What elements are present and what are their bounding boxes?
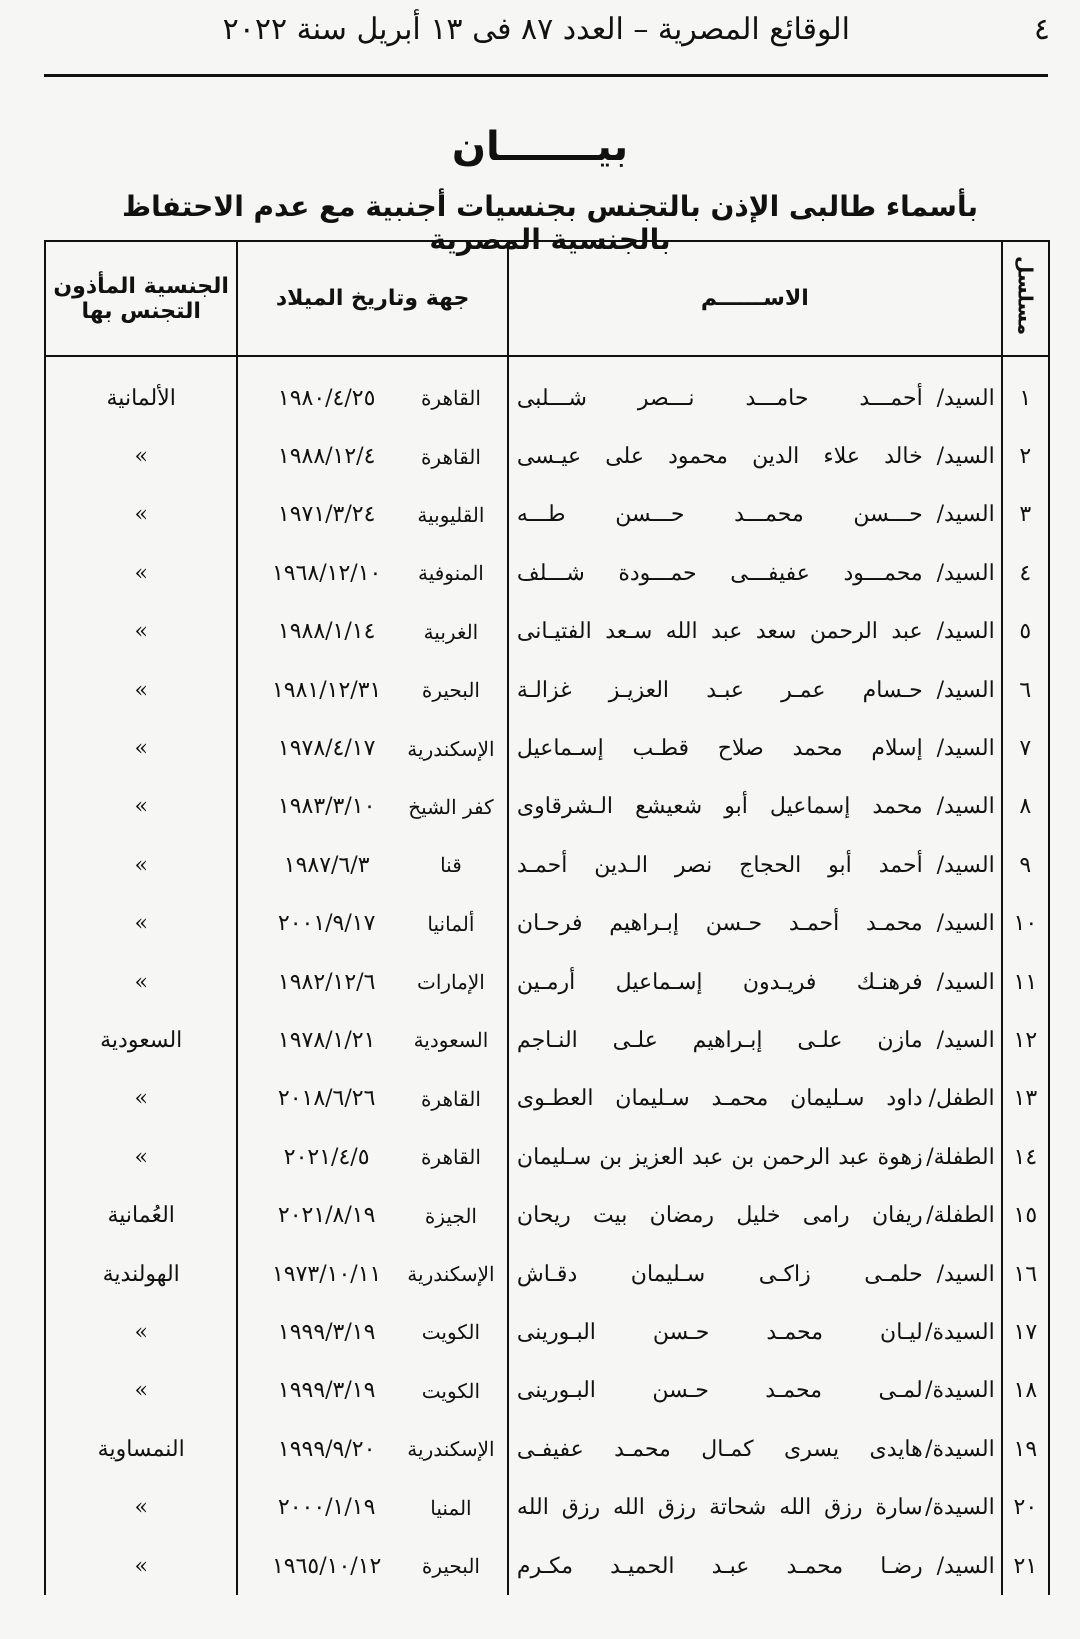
serial-cell: ٢٠ — [1002, 1478, 1049, 1536]
birth-cell — [237, 1070, 508, 1128]
person-name: محمد إسماعيل أبو شعيشع الـشرقاوى — [516, 794, 923, 820]
birth-place: الجيزة — [424, 1203, 477, 1228]
header-birth: جهة وتاريخ الميلاد — [237, 241, 508, 356]
birth-place: القاهرة — [420, 1145, 481, 1170]
name-cell — [508, 1186, 1002, 1244]
honorific: السيد/ — [936, 969, 995, 995]
honorific: السيدة/ — [925, 1319, 995, 1345]
person-name: لمـى محمـد حـسن البـورينى — [516, 1378, 923, 1404]
table-row — [45, 953, 1049, 1011]
birth-place: قنا — [440, 853, 462, 878]
serial-cell: ١١ — [1002, 953, 1049, 1011]
birth-place: ألمانيا — [427, 911, 475, 936]
birth-place: البحيرة — [421, 678, 480, 703]
person-name: حـــسن محمـــد حـــسن طـــه — [516, 502, 923, 528]
person-name: هايدى يسرى كمـال محمـد عفيفـى — [516, 1436, 923, 1462]
birth-date: ١٩٧١/٣/٢٤ — [277, 502, 376, 528]
birth-place: الإمارات — [417, 970, 485, 995]
nationality-cell: » — [45, 1303, 237, 1361]
birth-place: القاهرة — [420, 1086, 481, 1111]
table-row — [45, 661, 1049, 719]
honorific: السيد/ — [936, 1553, 995, 1579]
name-cell — [508, 719, 1002, 777]
table-row — [45, 836, 1049, 894]
serial-cell: ٧ — [1002, 719, 1049, 777]
birth-date: ١٩٨٢/١٢/٦ — [277, 969, 376, 995]
person-name: حلمـى زاكـى سـليمان دقـاش — [516, 1261, 923, 1287]
table-row — [45, 1186, 1049, 1244]
person-name: محمـد أحمـد حـسن إبـراهيم فرحـان — [516, 911, 923, 937]
birth-cell — [237, 603, 508, 661]
table-header-row — [45, 241, 1049, 356]
birth-date: ١٩٨٣/٣/١٠ — [277, 794, 376, 820]
birth-date: ١٩٧٨/٤/١٧ — [277, 736, 376, 762]
name-cell — [508, 603, 1002, 661]
name-cell — [508, 1478, 1002, 1536]
nationality-cell: العُمانية — [45, 1186, 237, 1244]
birth-cell — [237, 1186, 508, 1244]
nationality-cell: » — [45, 778, 237, 836]
name-cell — [508, 661, 1002, 719]
birth-place: الكويت — [421, 1320, 481, 1345]
birth-date: ١٩٨٠/٤/٢٥ — [277, 385, 376, 411]
header-nationality: الجنسية المأذون التجنس بها — [45, 241, 237, 356]
naturalization-table — [44, 240, 1050, 1595]
person-name: أحمد أبو الحجاج نصر الـدين أحمـد — [516, 852, 923, 878]
birth-cell — [237, 1245, 508, 1303]
table-row — [45, 1420, 1049, 1478]
birth-cell — [237, 778, 508, 836]
birth-date: ١٩٨٨/١/١٤ — [277, 619, 376, 645]
birth-date: ١٩٩٩/٣/١٩ — [277, 1378, 376, 1404]
table-row — [45, 895, 1049, 953]
birth-place: القاهرة — [420, 386, 481, 411]
honorific: السيد/ — [936, 1261, 995, 1287]
birth-cell — [237, 356, 508, 427]
honorific: السيدة/ — [925, 1378, 995, 1404]
honorific: السيد/ — [936, 911, 995, 937]
table-row — [45, 1245, 1049, 1303]
honorific: السيد/ — [936, 502, 995, 528]
person-name: زهوة عبد الرحمن بن عبد العزيز بن سـليمان — [516, 1144, 923, 1170]
birth-place: المنوفية — [417, 561, 484, 586]
honorific: السيدة/ — [925, 1495, 995, 1521]
nationality-cell: الألمانية — [45, 356, 237, 427]
honorific: الطفلة/ — [926, 1144, 995, 1170]
birth-cell — [237, 895, 508, 953]
table-row — [45, 427, 1049, 485]
nationality-cell: » — [45, 895, 237, 953]
birth-cell — [237, 661, 508, 719]
birth-cell — [237, 1303, 508, 1361]
serial-cell: ١ — [1002, 356, 1049, 427]
person-name: إسلام محمد صلاح قطـب إسـماعيل — [516, 736, 923, 762]
honorific: السيد/ — [936, 736, 995, 762]
table-row — [45, 544, 1049, 602]
header-name: الاســــــم — [508, 241, 1002, 356]
honorific: الطفل/ — [928, 1086, 995, 1112]
person-name: فرهنـك فريـدون إسـماعيل أرمـين — [516, 969, 923, 995]
header-serial: مسلسل — [1002, 241, 1049, 356]
nationality-cell: » — [45, 661, 237, 719]
table-body — [45, 356, 1049, 1595]
name-cell — [508, 1070, 1002, 1128]
name-cell — [508, 486, 1002, 544]
page-number: ٤ — [1033, 12, 1050, 47]
serial-cell: ١٤ — [1002, 1128, 1049, 1186]
serial-cell: ٨ — [1002, 778, 1049, 836]
serial-cell: ١٦ — [1002, 1245, 1049, 1303]
birth-cell — [237, 953, 508, 1011]
serial-cell: ٢ — [1002, 427, 1049, 485]
honorific: السيد/ — [936, 560, 995, 586]
birth-date: ١٩٦٨/١٢/١٠ — [271, 560, 382, 586]
birth-cell — [237, 1420, 508, 1478]
birth-date: ١٩٧٨/١/٢١ — [277, 1027, 376, 1053]
birth-date: ١٩٨٨/١٢/٤ — [277, 444, 376, 470]
honorific: السيد/ — [936, 1027, 995, 1053]
table-row — [45, 1303, 1049, 1361]
nationality-cell: » — [45, 1537, 237, 1595]
birth-date: ١٩٩٩/٣/١٩ — [277, 1319, 376, 1345]
name-cell — [508, 427, 1002, 485]
birth-date: ٢٠٢١/٨/١٩ — [277, 1203, 376, 1229]
nationality-cell: » — [45, 953, 237, 1011]
name-cell — [508, 1537, 1002, 1595]
honorific: السيد/ — [936, 794, 995, 820]
honorific: السيد/ — [936, 677, 995, 703]
honorific: السيدة/ — [925, 1436, 995, 1462]
honorific: السيد/ — [936, 444, 995, 470]
name-cell — [508, 356, 1002, 427]
nationality-cell: النمساوية — [45, 1420, 237, 1478]
serial-cell: ٦ — [1002, 661, 1049, 719]
birth-cell — [237, 719, 508, 777]
nationality-cell: » — [45, 544, 237, 602]
nationality-cell: السعودية — [45, 1011, 237, 1069]
page-header — [40, 6, 1050, 66]
name-cell — [508, 1420, 1002, 1478]
person-name: سارة رزق الله شحاتة رزق الله رزق الله — [516, 1495, 923, 1521]
birth-date: ١٩٨١/١٢/٣١ — [271, 677, 382, 703]
name-cell — [508, 1011, 1002, 1069]
name-cell — [508, 895, 1002, 953]
gazette-issue-line: الوقائع المصرية – العدد ٨٧ فى ١٣ أبريل سنة ٢٠٢٢ — [222, 12, 850, 47]
birth-place: كفر الشيخ — [408, 794, 494, 819]
table-row — [45, 1070, 1049, 1128]
honorific: السيد/ — [936, 385, 995, 411]
table-row — [45, 1478, 1049, 1536]
nationality-cell: » — [45, 1070, 237, 1128]
nationality-cell: » — [45, 1362, 237, 1420]
nationality-cell: » — [45, 603, 237, 661]
birth-date: ٢٠٠١/٩/١٧ — [277, 911, 376, 937]
name-cell — [508, 836, 1002, 894]
name-cell — [508, 1245, 1002, 1303]
serial-cell: ١٠ — [1002, 895, 1049, 953]
nationality-cell: » — [45, 486, 237, 544]
birth-date: ١٩٩٩/٩/٢٠ — [277, 1436, 376, 1462]
birth-place: الكويت — [421, 1378, 481, 1403]
table-row — [45, 719, 1049, 777]
serial-cell: ١٥ — [1002, 1186, 1049, 1244]
nationality-cell: » — [45, 836, 237, 894]
person-name: رضـا محمـد عبـد الحميـد مكـرم — [516, 1553, 923, 1579]
birth-date: ١٩٦٥/١٠/١٢ — [271, 1553, 382, 1579]
birth-cell — [237, 1537, 508, 1595]
table-row — [45, 778, 1049, 836]
serial-cell: ٤ — [1002, 544, 1049, 602]
person-name: داود سـليمان محمـد سـليمان العطـوى — [516, 1086, 923, 1112]
person-name: حـسام عمـر عبـد العزيـز غزالـة — [516, 677, 923, 703]
serial-cell: ١٨ — [1002, 1362, 1049, 1420]
honorific: الطفلة/ — [926, 1203, 995, 1229]
serial-cell: ٥ — [1002, 603, 1049, 661]
person-name: خالد علاء الدين محمود على عيـسى — [516, 444, 923, 470]
birth-date: ١٩٧٣/١٠/١١ — [271, 1261, 382, 1287]
table-row — [45, 1128, 1049, 1186]
birth-cell — [237, 1011, 508, 1069]
table-row — [45, 486, 1049, 544]
birth-date: ٢٠٢١/٤/٥ — [283, 1144, 370, 1170]
name-cell — [508, 1128, 1002, 1186]
serial-cell: ١٣ — [1002, 1070, 1049, 1128]
person-name: مازن علـى إبـراهيم علـى النـاجم — [516, 1027, 923, 1053]
birth-place: المنيا — [430, 1495, 472, 1520]
person-name: أحمـــد حامـــد نـــصر شـــلبى — [516, 385, 923, 411]
serial-cell: ١٩ — [1002, 1420, 1049, 1478]
person-name: محمـــود عفيفـــى حمـــودة شـــلف — [516, 560, 923, 586]
serial-cell: ٣ — [1002, 486, 1049, 544]
birth-cell — [237, 544, 508, 602]
birth-place: الغربية — [423, 619, 479, 644]
birth-cell — [237, 1128, 508, 1186]
nationality-cell: » — [45, 719, 237, 777]
person-name: عبد الرحمن سعد عبد الله سـعد الفتيـانى — [516, 619, 923, 645]
nationality-cell: » — [45, 427, 237, 485]
table-row — [45, 603, 1049, 661]
birth-cell — [237, 1362, 508, 1420]
birth-place: الإسكندرية — [407, 1437, 495, 1462]
table-row — [45, 1537, 1049, 1595]
birth-date: ٢٠١٨/٦/٢٦ — [277, 1086, 376, 1112]
birth-date: ١٩٨٧/٦/٣ — [283, 852, 370, 878]
birth-place: القليوبية — [417, 502, 485, 527]
name-cell — [508, 544, 1002, 602]
nationality-cell: » — [45, 1478, 237, 1536]
name-cell — [508, 1303, 1002, 1361]
honorific: السيد/ — [936, 852, 995, 878]
birth-place: الإسكندرية — [407, 1262, 495, 1287]
document-title: بيـــــــان — [451, 124, 629, 170]
name-cell — [508, 778, 1002, 836]
header-divider — [44, 74, 1048, 77]
nationality-cell: الهولندية — [45, 1245, 237, 1303]
table-row — [45, 356, 1049, 427]
name-cell — [508, 1362, 1002, 1420]
nationality-cell: » — [45, 1128, 237, 1186]
birth-date: ٢٠٠٠/١/١٩ — [277, 1495, 376, 1521]
serial-cell: ٢١ — [1002, 1537, 1049, 1595]
table-row — [45, 1011, 1049, 1069]
serial-cell: ٩ — [1002, 836, 1049, 894]
birth-cell — [237, 836, 508, 894]
birth-place: الإسكندرية — [407, 736, 495, 761]
birth-cell — [237, 1478, 508, 1536]
birth-cell — [237, 427, 508, 485]
birth-place: السعودية — [413, 1028, 489, 1053]
person-name: ريفان رامى خليل رمضان بيت ريحان — [516, 1203, 923, 1229]
birth-place: البحيرة — [421, 1554, 480, 1578]
honorific: السيد/ — [936, 619, 995, 645]
name-cell — [508, 953, 1002, 1011]
serial-cell: ١٢ — [1002, 1011, 1049, 1069]
person-name: ليـان محمـد حـسن البـورينى — [516, 1319, 923, 1345]
table-row — [45, 1362, 1049, 1420]
birth-place: القاهرة — [420, 444, 481, 469]
birth-cell — [237, 486, 508, 544]
document-subtitle: بأسماء طالبى الإذن بالتجنس بجنسيات أجنبية مع عدم الاحتفاظ بالجنسية المصرية — [121, 190, 978, 256]
serial-cell: ١٧ — [1002, 1303, 1049, 1361]
